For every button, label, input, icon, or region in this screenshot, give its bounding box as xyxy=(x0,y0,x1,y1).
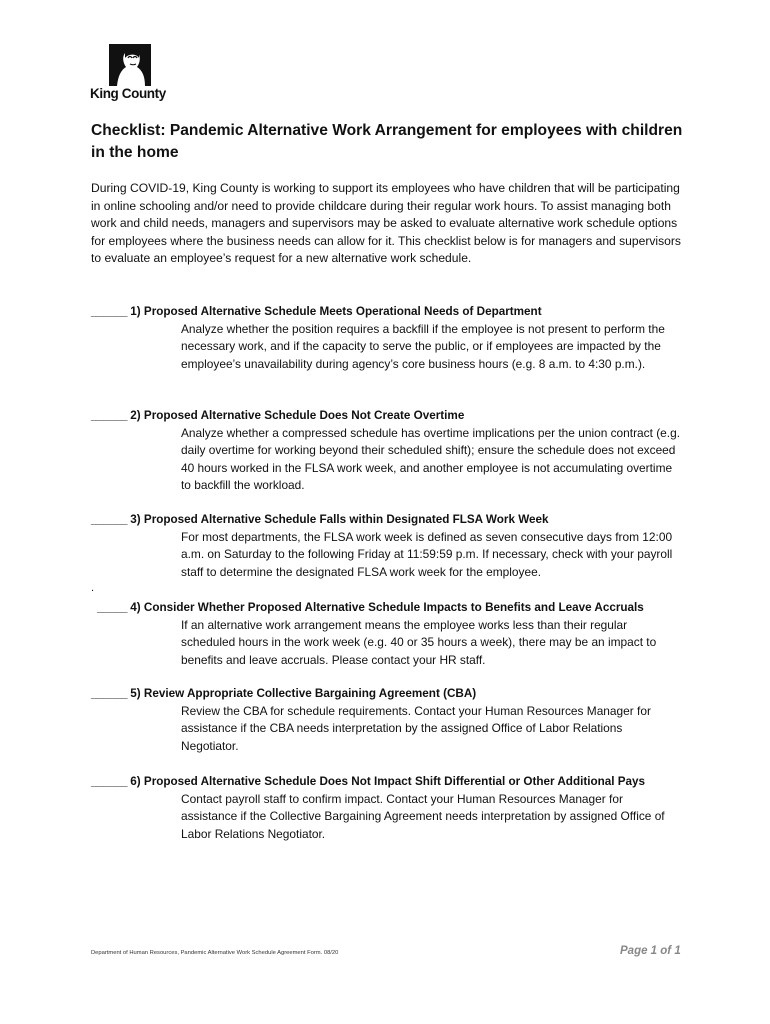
checklist-item-title: 2) Proposed Alternative Schedule Does Not Create Overtime xyxy=(130,409,465,422)
stray-dot: . xyxy=(91,582,95,594)
checkbox-blank-line[interactable]: ______ xyxy=(91,513,128,526)
footer-page-number: Page 1 of 1 xyxy=(620,945,681,957)
checklist-item-4 xyxy=(97,599,697,669)
checklist-item-title: 4) Consider Whether Proposed Alternative Schedule Impacts to Benefits and Leave Accruals xyxy=(130,601,644,614)
checklist-item-5 xyxy=(91,685,691,755)
checklist-item-title: 1) Proposed Alternative Schedule Meets Operational Needs of Department xyxy=(130,305,542,318)
checklist-item-title: 6) Proposed Alternative Schedule Does Not Impact Shift Differential or Other Additional Pays xyxy=(130,775,646,788)
checkbox-blank-line[interactable]: _____ xyxy=(97,601,128,614)
footer-department-note: Department of Human Resources, Pandemic Alternative Work Schedule Agreement Form. 08/20 xyxy=(91,950,339,956)
checklist-item-title: 5) Review Appropriate Collective Bargaining Agreement (CBA) xyxy=(130,687,477,700)
checklist-item-heading xyxy=(91,685,691,703)
king-county-logo-icon xyxy=(109,44,151,86)
checklist-item-heading xyxy=(91,773,691,791)
intro-paragraph: During COVID-19, King County is working to support its employees who have children that will be participating in online schooling and/or need to provide childcare during their regular work hours. To assist managing both work and child needs, managers and supervisors may be asked to evaluate alternative work schedule options for employees where the business needs can allow for it. This checklist below is for managers and supervisors to evaluate an employee’s request for a new alternative work schedule. xyxy=(91,181,681,266)
page-title: Checklist: Pandemic Alternative Work Arrangement for employees with children in the home xyxy=(91,122,683,161)
checklist-item-body: For most departments, the FLSA work week is defined as seven consecutive days from 12:00 a.m. on Saturday to the following Friday at 11:59:59 p.m. If necessary, check with your payroll staff to determine the designated FLSA work week for the employee. xyxy=(181,529,673,579)
checklist-item-heading xyxy=(91,511,691,529)
checklist-item-body: Analyze whether the position requires a backfill if the employee is not present to perform the necessary work, and if the capacity to serve the public, or if employees are impacted by the employee’s unavailability during agency’s core business hours (e.g. 8 a.m. to 4:30 p.m.). xyxy=(181,321,665,371)
checklist-item-body: Contact payroll staff to confirm impact. Contact your Human Resources Manager for assistance if the Collective Bargaining Agreement needs interpretation by assigned Office of Labor Relations Negotiator. xyxy=(181,791,665,841)
checkbox-blank-line[interactable]: ______ xyxy=(91,687,128,700)
logo xyxy=(90,44,180,104)
checklist-item-body: If an alternative work arrangement means the employee works less than their regular scheduled hours in the work week (e.g. 40 or 35 hours a week), there may be an impact to benefits and leave accruals. Please contact your HR staff. xyxy=(181,617,657,667)
checklist-item-heading xyxy=(91,407,691,425)
logo-text: King County xyxy=(90,86,166,101)
checkbox-blank-line[interactable]: ______ xyxy=(91,305,128,318)
checklist-item-body: Review the CBA for schedule requirements. Contact your Human Resources Manager for assistance if the CBA needs interpretation by the assigned Office of Labor Relations Negotiator. xyxy=(181,703,651,753)
checklist-item-6 xyxy=(91,773,691,843)
checklist-item-3 xyxy=(91,511,691,581)
checklist-item-body: Analyze whether a compressed schedule has overtime implications per the union contract (e.g. daily overtime for working beyond their scheduled shift); ensure the schedule does not exceed 40 hours worked in the FLSA work week, and another employee is not accumulating overtime to backfill the workload. xyxy=(181,425,681,493)
checklist-item-heading xyxy=(97,599,697,617)
checklist-item-2 xyxy=(91,407,691,495)
checkbox-blank-line[interactable]: ______ xyxy=(91,775,128,788)
checklist-item-heading xyxy=(91,303,691,321)
checklist-item-title: 3) Proposed Alternative Schedule Falls within Designated FLSA Work Week xyxy=(130,513,549,526)
checkbox-blank-line[interactable]: ______ xyxy=(91,409,128,422)
checklist-item-1 xyxy=(91,303,691,373)
